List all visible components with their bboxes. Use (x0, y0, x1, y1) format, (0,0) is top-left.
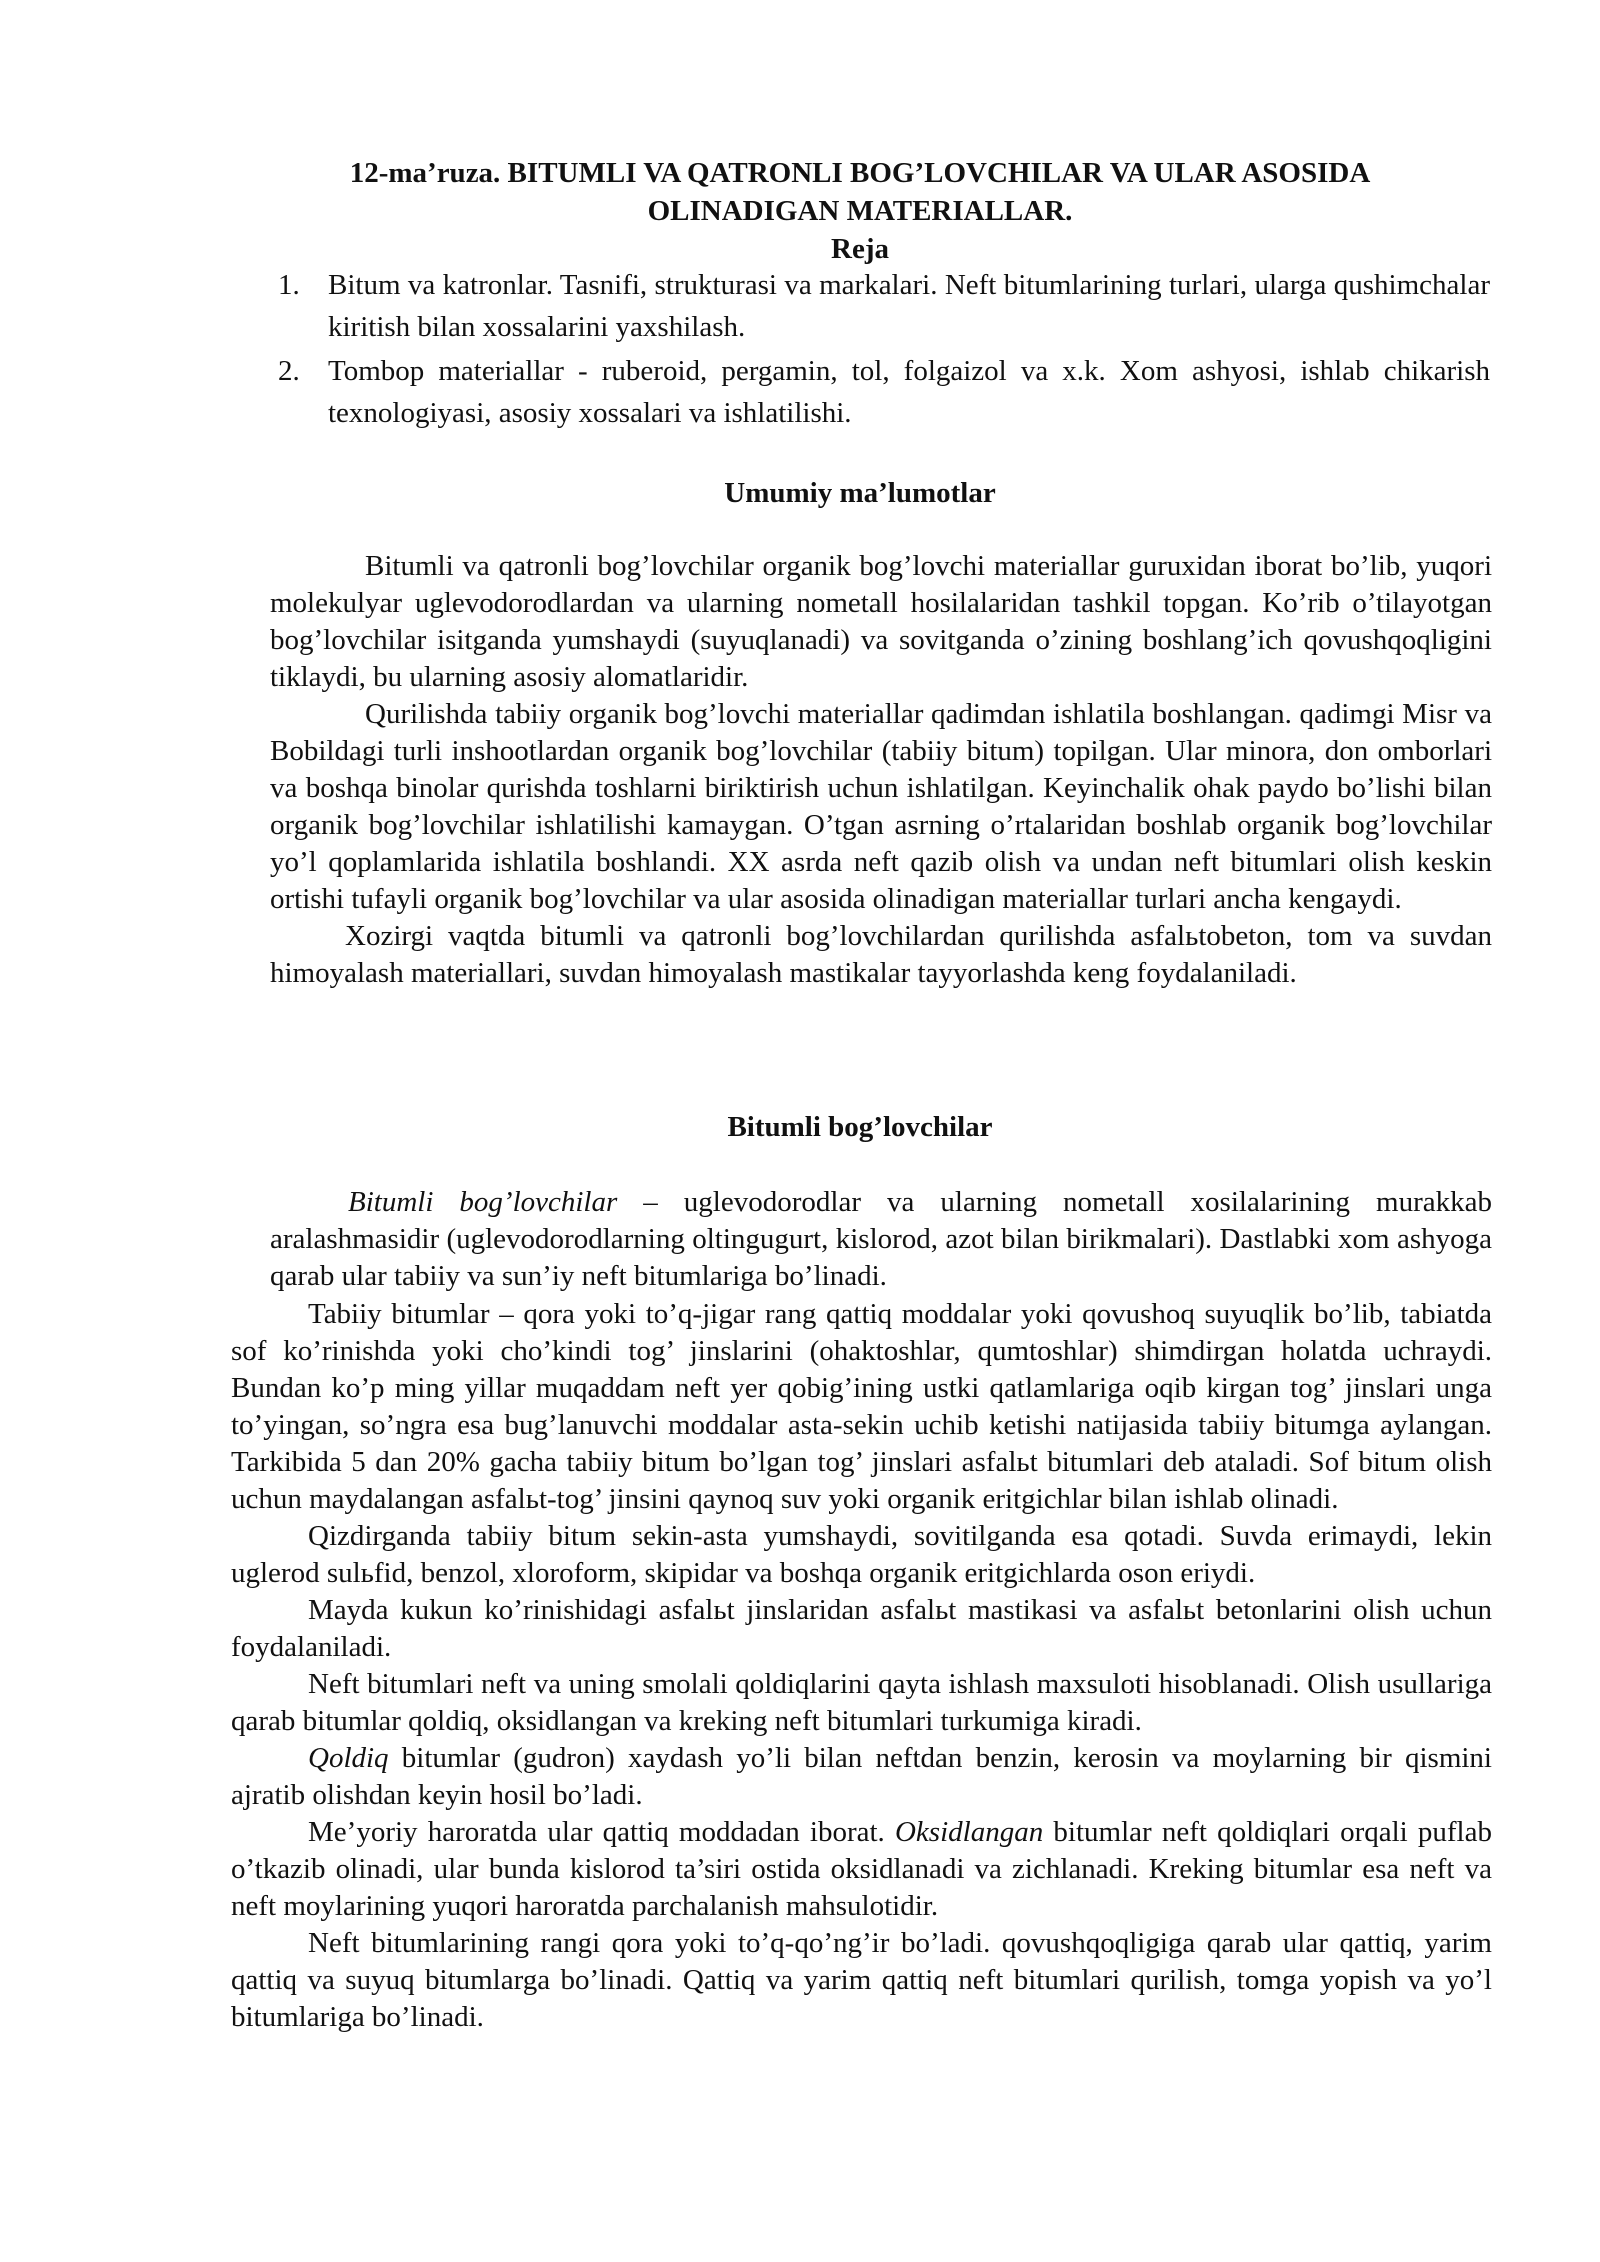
definition-text: – uglevodorodlar va ularning nometall xosilalarining murakkab aralashmasidir (uglevodorodlarning oltingugurt, kislorod, azot bilan birikmalari). Dastlabki xom ashyoga qarab ular tabiiy va sun’iy neft bitumlariga bo’linadi. (270, 1186, 1492, 1292)
plan-item-text: Tombop materiallar - ruberoid, pergamin, tol, folgaizol va x.k. Xom ashyosi, ishlab chikarish texnologiyasi, asosiy xossalari va ishlatilishi. (328, 355, 1490, 429)
qoldiq-term: Qoldiq (308, 1742, 389, 1774)
plan-item-number: 1. (278, 269, 300, 301)
plan-list (230, 264, 1490, 436)
section-heading-general: Umumiy ma’lumotlar (724, 477, 996, 509)
section-general-body (270, 548, 1492, 992)
meyoriy-text: Me’yoriy haroratda ular qattiq moddadan iborat. (308, 1816, 895, 1848)
paragraph (231, 1814, 1492, 1925)
paragraph: Qurilishda tabiiy organik bog’lovchi materiallar qadimdan ishlatila boshlangan. qadimgi Misr va Bobildagi turli inshootlardan organik bog’lovchilar (tabiiy bitum) topilgan. Ular minora, don omborlari va boshqa binolar qurishda toshlarni biriktirish uchun ishlatilgan. Keyinchalik ohak paydo bo’lishi bilan organik bog’lovchilar ishlatilishi kamaygan. O’tgan asrning o’rtalaridan boshlab organik bog’lovchilar yo’l qoplamlarida ishlatila boshlandi. XX asrda neft qazib olish va undan neft bitumlari olish keskin ortishi tufayli organik bog’lovchilar va ular asosida olinadigan materiallar turlari ancha kengaydi. (270, 698, 1492, 915)
paragraph: Neft bitumlari neft va uning smolali qoldiqlarini qayta ishlash maxsuloti hisoblanadi. Olish usullariga qarab bitumlar qoldiq, oksidlangan va kreking neft bitumlari turkumiga kiradi. (231, 1668, 1492, 1737)
paragraph: Xozirgi vaqtda bitumli va qatronli bog’lovchilardan qurilishda asfalьtobeton, tom va suvdan himoyalash materiallari, suvdan himoyalash mastikalar tayyorlashda keng foydalaniladi. (270, 920, 1492, 989)
section-heading-bitumen: Bitumli bog’lovchilar (727, 1111, 993, 1143)
section-bitumen-body (231, 1296, 1492, 2036)
lecture-title-line-1: 12-ma’ruza. BITUMLI VA QATRONLI BOG’LOVCHILAR VA ULAR ASOSIDA (349, 157, 1371, 189)
paragraph (270, 1184, 1492, 1295)
definition-term: Bitumli bog’lovchilar (348, 1186, 618, 1218)
plan-item (230, 264, 1490, 348)
plan-item (230, 350, 1490, 434)
lecture-title-line-2: OLINADIGAN MATERIALLAR. (647, 195, 1073, 227)
plan-item-text: Bitum va katronlar. Tasnifi, strukturasi va markalari. Neft bitumlarining turlari, ularga qushimchalar kiritish bilan xossalarini yaxshilash. (328, 269, 1490, 343)
paragraph (231, 1740, 1492, 1814)
definition-paragraph (270, 1184, 1492, 1295)
paragraph: Bitumli va qatronli bog’lovchilar organik bog’lovchi materiallar guruxidan iborat bo’lib, yuqori molekulyar uglevodorodlardan va ularning nometall hosilalaridan tashkil topgan. Ko’rib o’tilayotgan bog’lovchilar isitganda yumshaydi (suyuqlanadi) va sovitganda o’zining boshlang’ich qovushqoqligini tiklaydi, bu ularning asosiy alomatlaridir. (270, 550, 1492, 693)
paragraph: Tabiiy bitumlar – qora yoki to’q-jigar rang qattiq moddalar yoki qovushoq suyuqlik bo’lib, tabiatda sof ko’rinishda yoki cho’kindi tog’ jinslarini (ohaktoshlar, qumtoshlar) shimdirgan holatda uchraydi. Bundan ko’p ming yillar muqaddam neft yer qobig’ining ustki qatlamlariga oqib kirgan tog’ jinslari unga to’yingan, so’ngra esa bug’lanuvchi moddalar asta-sekin uchib ketishi natijasida tabiiy bitumga aylangan. Tarkibida 5 dan 20% gacha tabiiy bitum bo’lgan tog’ jinslari asfalьt bitumlari deb ataladi. Sof bitum olish uchun maydalangan asfalьt-tog’ jinsini qaynoq suv yoki organik eritgichlar bilan ishlab olinadi. (231, 1298, 1492, 1515)
plan-heading: Reja (831, 233, 889, 265)
paragraph: Neft bitumlarining rangi qora yoki to’q-qo’ng’ir bo’ladi. qovushqoqligiga qarab ular qattiq, yarim qattiq va suyuq bitumlarga bo’linadi. Qattiq va yarim qattiq neft bitumlari qurilish, tomga yopish va yo’l bitumlariga bo’linadi. (231, 1927, 1492, 2033)
qoldiq-text: bitumlar (gudron) xaydash yo’li bilan neftdan benzin, kerosin va moylarning bir qismini ajratib olishdan keyin hosil bo’ladi. (231, 1742, 1492, 1811)
oksidlangan-text: bitumlar neft qoldiqlari orqali puflab o’tkazib olinadi, ular bunda kislorod ta’siri ostida oksidlanadi va zichlanadi. Kreking bitumlar esa neft va neft moylarining yuqori haroratda parchalanish mahsulotidir. (231, 1816, 1492, 1922)
plan-item-number: 2. (278, 355, 300, 387)
paragraph: Mayda kukun ko’rinishidagi asfalьt jinslaridan asfalьt mastikasi va asfalьt betonlarini olish uchun foydalaniladi. (231, 1594, 1492, 1663)
paragraph: Qizdirganda tabiiy bitum sekin-asta yumshaydi, sovitilganda esa qotadi. Suvda erimaydi, lekin uglerod sulьfid, benzol, xloroform, skipidar va boshqa organik eritgichlarda oson eriydi. (231, 1520, 1492, 1589)
oksidlangan-term: Oksidlangan (894, 1816, 1044, 1848)
